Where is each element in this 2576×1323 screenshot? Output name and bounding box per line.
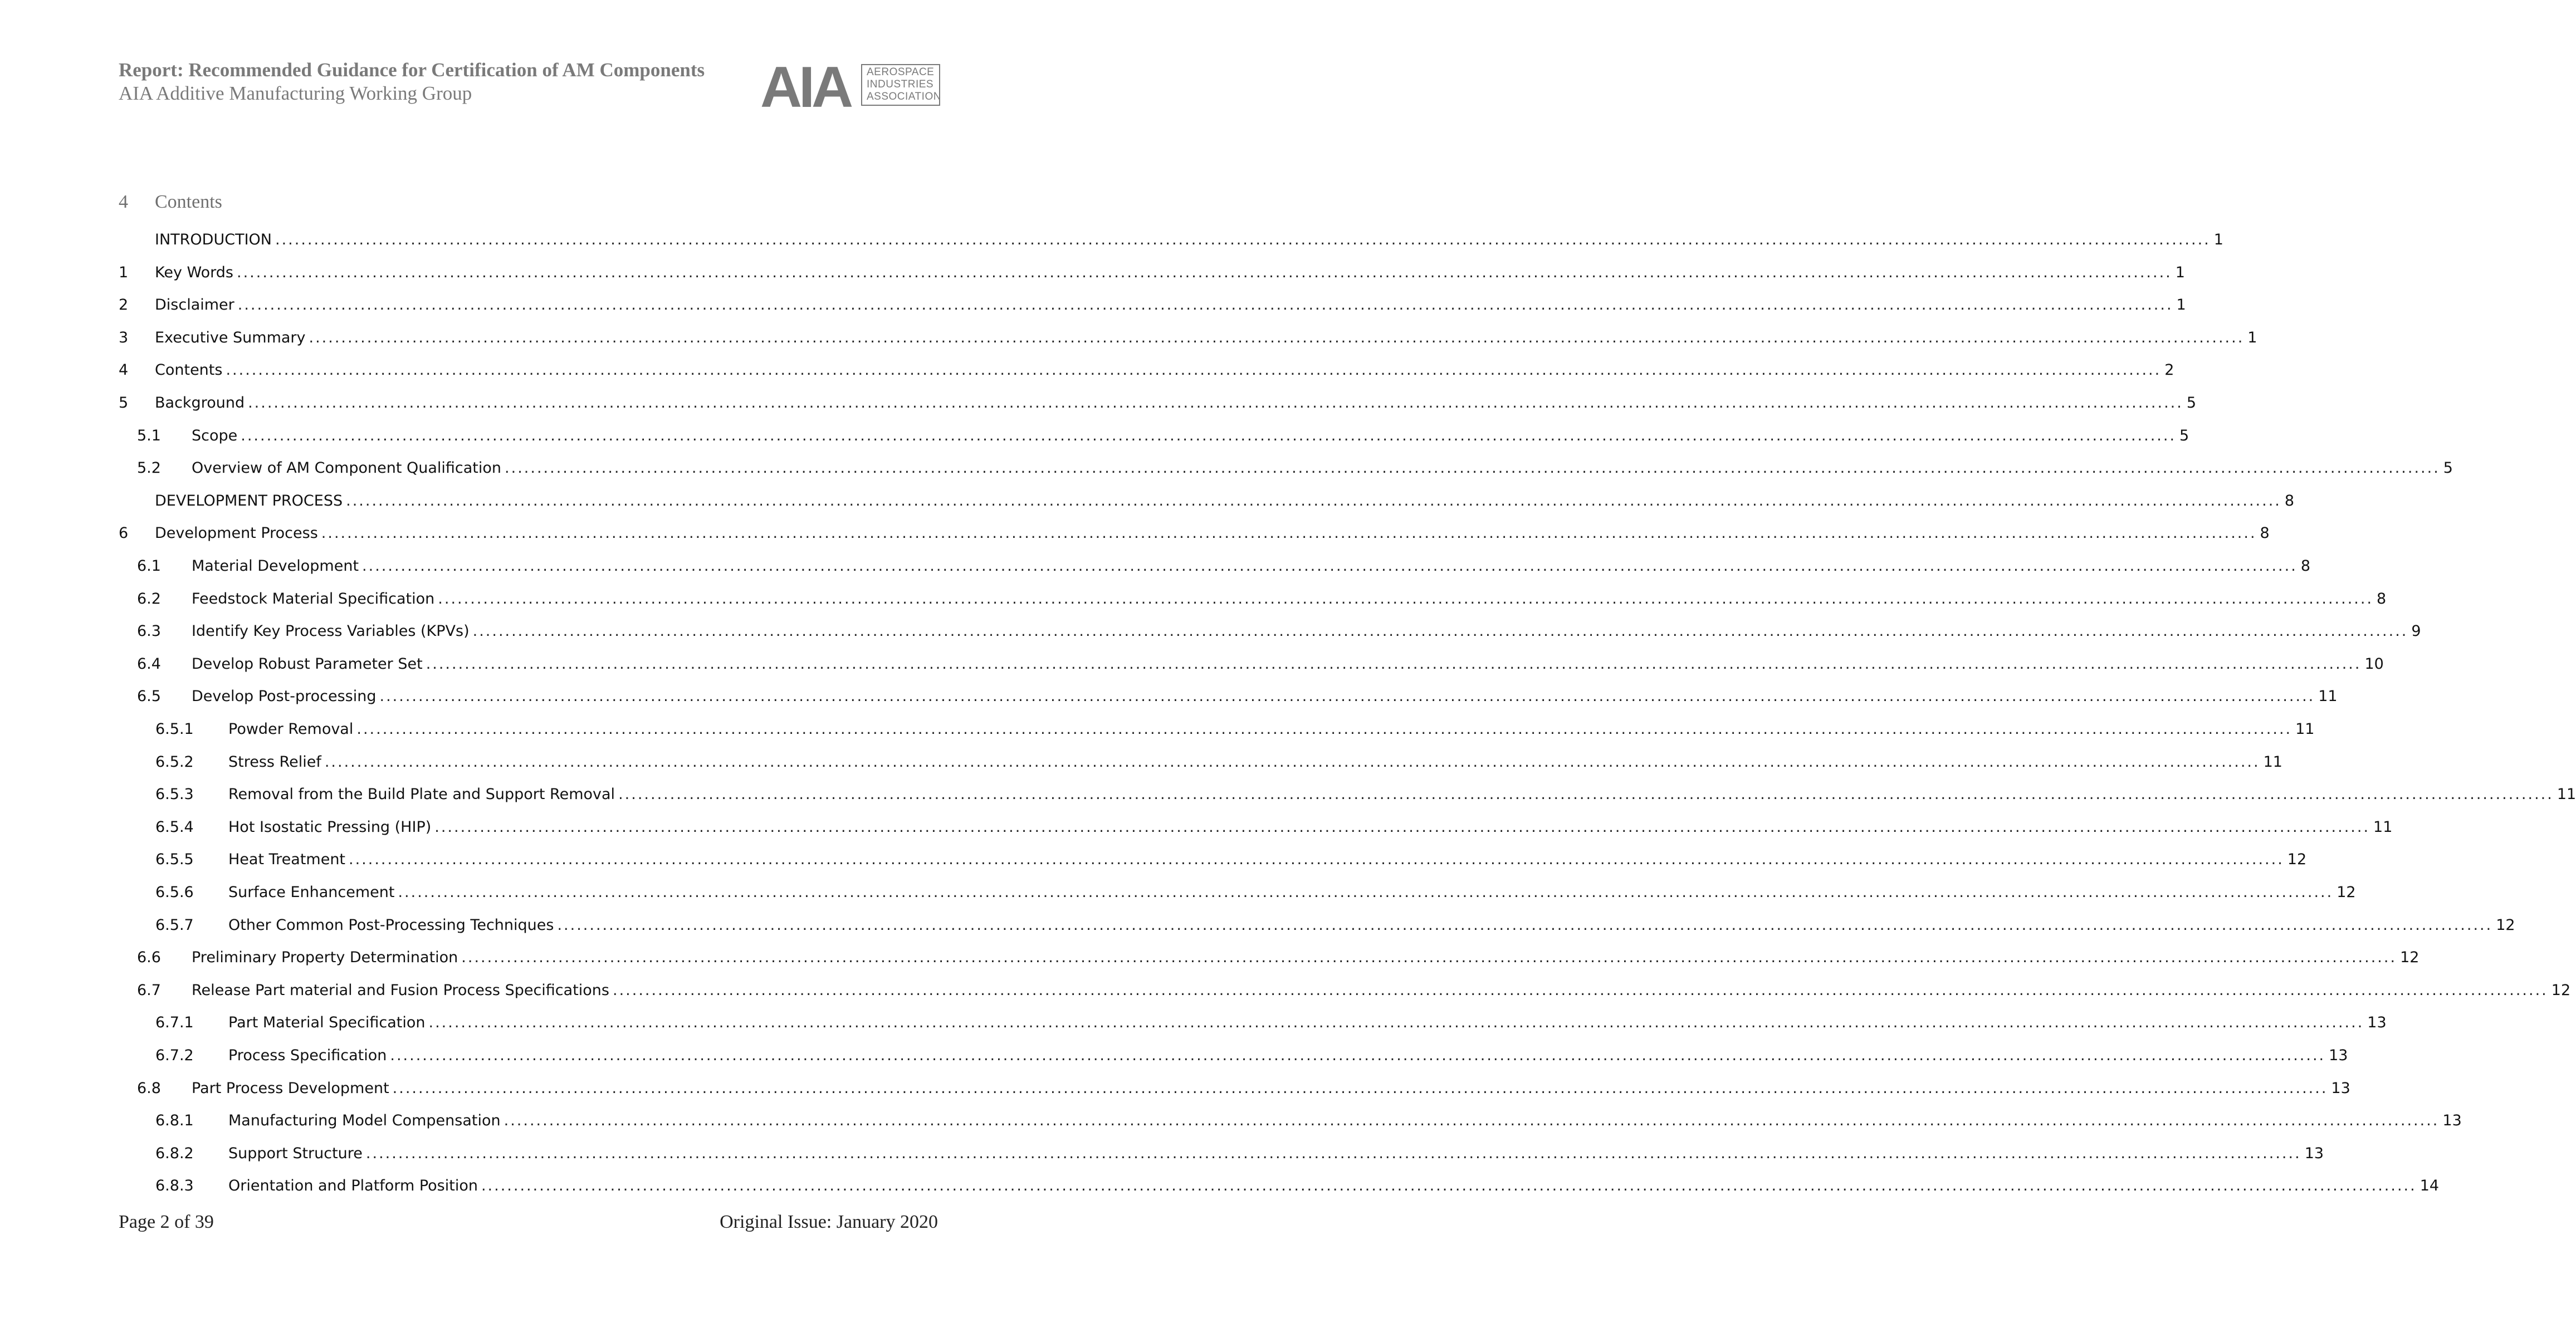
logo-wordmark-box [861, 64, 940, 106]
toc-entry[interactable] [155, 746, 2282, 778]
toc-dot-leader: ............................................................................................................................................................................................................................................................................................................ [426, 655, 2362, 673]
toc-entry-number: 6.5.7 [155, 916, 194, 934]
toc-entry-title: Heat Treatment [228, 851, 346, 869]
toc-entry-number: 6.7.1 [155, 1014, 194, 1032]
toc-entry-number: 6.5 [137, 688, 161, 705]
toc-entry-number: 1 [119, 263, 129, 281]
report-subtitle: AIA Additive Manufacturing Working Group [119, 82, 472, 104]
aia-logo [760, 55, 944, 120]
toc-dot-leader: ............................................................................................................................................................................................................................................................................................................ [237, 263, 2172, 281]
toc-entry-number: 6.5.5 [155, 851, 194, 869]
toc-entry-title: Background [155, 394, 245, 411]
toc-entry-page: 8 [2260, 525, 2270, 542]
toc-entry[interactable] [137, 583, 2387, 615]
toc-entry-title: Part Material Specification [228, 1014, 426, 1032]
toc-entry-page: 8 [2300, 557, 2310, 575]
toc-dot-leader: ............................................................................................................................................................................................................................................................................................................ [613, 981, 2548, 999]
toc-entry-page: 13 [2304, 1144, 2324, 1162]
toc-entry-number: 6.1 [137, 557, 161, 575]
toc-entry-number: 5 [119, 394, 129, 411]
toc-entry-title: Disclaimer [155, 296, 234, 314]
toc-entry[interactable] [119, 354, 2174, 386]
toc-entry[interactable] [155, 1170, 2440, 1202]
toc-entry-page: 11 [2557, 786, 2576, 803]
toc-dot-leader: ............................................................................................................................................................................................................................................................................................................ [346, 492, 2281, 509]
toc-entry-page: 12 [2337, 884, 2356, 901]
toc-entry-number: 6.4 [137, 655, 161, 673]
toc-dot-leader: ............................................................................................................................................................................................................................................................................................................ [390, 1047, 2326, 1064]
toc-entry-page: 1 [2175, 263, 2185, 281]
toc-dot-leader: ............................................................................................................................................................................................................................................................................................................ [557, 916, 2493, 934]
toc-dot-leader: ............................................................................................................................................................................................................................................................................................................ [349, 851, 2284, 869]
toc-entry-title: Orientation and Platform Position [228, 1177, 478, 1195]
toc-entry-page: 12 [2287, 851, 2307, 869]
toc-dot-leader: ............................................................................................................................................................................................................................................................................................................ [365, 1144, 2301, 1162]
toc-entry-title: Key Words [155, 263, 233, 281]
toc-dot-leader: ............................................................................................................................................................................................................................................................................................................ [438, 590, 2374, 607]
toc-entry-title: Scope [192, 427, 238, 444]
toc-entry[interactable] [137, 1072, 2350, 1105]
toc-entry-title: Powder Removal [228, 721, 354, 738]
toc-entry[interactable] [137, 615, 2421, 648]
toc-entry[interactable] [119, 289, 2186, 321]
toc-dot-leader: ............................................................................................................................................................................................................................................................................................................ [309, 329, 2245, 346]
toc-dot-leader: ............................................................................................................................................................................................................................................................................................................ [505, 459, 2440, 477]
toc-entry[interactable] [137, 974, 2571, 1007]
toc-entry[interactable] [137, 942, 2419, 974]
toc-entry-page: 5 [2186, 394, 2197, 411]
toc-entry-page: 11 [2295, 721, 2315, 738]
toc-dot-leader: ............................................................................................................................................................................................................................................................................................................ [504, 1112, 2440, 1130]
toc-entry-title: Support Structure [228, 1144, 363, 1162]
toc-dot-leader: ............................................................................................................................................................................................................................................................................................................ [275, 231, 2211, 248]
toc-dot-leader: ............................................................................................................................................................................................................................................................................................................ [226, 361, 2162, 379]
toc-entry-page: 11 [2263, 753, 2282, 771]
toc-entry[interactable] [155, 876, 2356, 909]
toc-entry-number: 3 [119, 329, 129, 346]
toc-entry-page: 12 [2400, 949, 2419, 967]
toc-entry[interactable] [119, 517, 2270, 550]
toc-dot-leader: ............................................................................................................................................................................................................................................................................................................ [461, 949, 2397, 967]
toc-entry[interactable] [137, 550, 2310, 582]
toc-entry-number: 2 [119, 296, 129, 314]
toc-entry[interactable] [155, 713, 2315, 746]
toc-entry-number: 6.8.1 [155, 1112, 194, 1130]
toc-dot-leader: ............................................................................................................................................................................................................................................................................................................ [237, 296, 2173, 314]
toc-entry[interactable] [155, 811, 2393, 844]
toc-entry[interactable] [119, 322, 2257, 354]
toc-entry-title: Process Specification [228, 1047, 387, 1064]
toc-entry-page: 13 [2442, 1112, 2462, 1130]
toc-entry-title: Surface Enhancement [228, 884, 395, 901]
toc-dot-leader: ............................................................................................................................................................................................................................................................................................................ [356, 721, 2293, 738]
toc-entry-title: INTRODUCTION [155, 231, 272, 248]
toc-entry-title: Release Part material and Fusion Process Specifications [192, 981, 609, 999]
toc-entry[interactable] [119, 224, 2223, 256]
toc-dot-leader: ............................................................................................................................................................................................................................................................................................................ [324, 753, 2260, 771]
toc-entry-page: 5 [2179, 427, 2189, 444]
logo-line: AEROSPACE [867, 66, 935, 78]
toc-entry-title: Overview of AM Component Qualification [192, 459, 502, 477]
toc-entry-number: 6.5.2 [155, 753, 194, 771]
toc-entry-number: 5.2 [137, 459, 161, 477]
toc-entry-title: Executive Summary [155, 329, 306, 346]
logo-line: ASSOCIATION [867, 91, 941, 102]
toc-entry-number: 6.8 [137, 1079, 161, 1097]
section-heading [119, 192, 222, 213]
toc-entry-number: 6.8.2 [155, 1144, 194, 1162]
toc-entry[interactable] [155, 844, 2307, 876]
toc-entry[interactable] [155, 1105, 2462, 1137]
toc-entry-page: 2 [2164, 361, 2174, 379]
toc-entry-number: 6.5.1 [155, 721, 194, 738]
toc-entry-page: 5 [2443, 459, 2453, 477]
toc-entry-title: Develop Post-processing [192, 688, 377, 705]
toc-entry-title: Removal from the Build Plate and Support Removal [228, 786, 615, 803]
toc-entry-title: Material Development [192, 557, 359, 575]
page-number: Page 2 of 39 [119, 1212, 214, 1232]
toc-entry-number: 6.3 [137, 623, 161, 640]
toc-entry-number: 6.7 [137, 981, 161, 999]
toc-entry[interactable] [137, 420, 2189, 452]
issue-date: Original Issue: January 2020 [720, 1212, 938, 1232]
toc-entry-title: Stress Relief [228, 753, 321, 771]
toc-dot-leader: ............................................................................................................................................................................................................................................................................................................ [481, 1177, 2417, 1195]
toc-entry-number: 6.6 [137, 949, 161, 967]
toc-entry[interactable] [137, 452, 2453, 484]
toc-dot-leader: ............................................................................................................................................................................................................................................................................................................ [241, 427, 2177, 444]
toc-entry[interactable] [119, 485, 2295, 517]
toc-entry-page: 10 [2364, 655, 2384, 673]
toc-dot-leader: ............................................................................................................................................................................................................................................................................................................ [434, 818, 2370, 836]
toc-dot-leader: ............................................................................................................................................................................................................................................................................................................ [248, 394, 2183, 411]
toc-entry[interactable] [119, 257, 2185, 289]
toc-entry-number: 5.1 [137, 427, 161, 444]
toc-entry-title: Identify Key Process Variables (KPVs) [192, 623, 470, 640]
toc-entry-number: 6.5.3 [155, 786, 194, 803]
toc-entry-page: 11 [2318, 688, 2338, 705]
toc-dot-leader: ............................................................................................................................................................................................................................................................................................................ [321, 525, 2257, 542]
toc-entry-number: 4 [119, 361, 129, 379]
toc-entry-title: Develop Robust Parameter Set [192, 655, 423, 673]
toc-entry-title: Feedstock Material Specification [192, 590, 435, 607]
toc-entry-number: 6.7.2 [155, 1047, 194, 1064]
toc-dot-leader: ............................................................................................................................................................................................................................................................................................................ [362, 557, 2298, 575]
toc-entry-title: Other Common Post-Processing Techniques [228, 916, 554, 934]
toc-entry-page: 12 [2551, 981, 2571, 999]
report-title: Report: Recommended Guidance for Certification of AM Components [119, 59, 705, 81]
toc-entry-page: 12 [2496, 916, 2515, 934]
toc-entry-title: Part Process Development [192, 1079, 389, 1097]
toc-entry[interactable] [155, 909, 2515, 942]
toc-entry-number: 6 [119, 525, 129, 542]
toc-entry-page: 8 [2377, 590, 2387, 607]
toc-dot-leader: ............................................................................................................................................................................................................................................................................................................ [428, 1014, 2364, 1032]
toc-entry[interactable] [155, 778, 2576, 811]
toc-entry-number: 6.2 [137, 590, 161, 607]
toc-entry[interactable] [137, 680, 2338, 713]
toc-dot-leader: ............................................................................................................................................................................................................................................................................................................ [618, 786, 2554, 803]
logo-mark: AIA [760, 55, 850, 120]
toc-entry[interactable] [137, 648, 2384, 680]
toc-entry-number: 6.8.3 [155, 1177, 194, 1195]
toc-entry-page: 8 [2284, 492, 2295, 509]
section-title: Contents [155, 192, 222, 212]
toc-entry-page: 1 [2176, 296, 2186, 314]
toc-dot-leader: ............................................................................................................................................................................................................................................................................................................ [379, 688, 2315, 705]
toc-entry-page: 1 [2247, 329, 2257, 346]
logo-line: INDUSTRIES [867, 79, 934, 90]
toc-dot-leader: ............................................................................................................................................................................................................................................................................................................ [472, 623, 2408, 640]
toc-entry-page: 13 [2367, 1014, 2387, 1032]
toc-entry[interactable] [119, 387, 2197, 419]
toc-entry-page: 14 [2419, 1177, 2440, 1195]
toc-entry-title: Development Process [155, 525, 318, 542]
toc-entry-title: Hot Isostatic Pressing (HIP) [228, 818, 432, 836]
toc-entry-page: 13 [2331, 1079, 2350, 1097]
toc-entry[interactable] [155, 1007, 2387, 1039]
toc-entry-page: 13 [2329, 1047, 2348, 1064]
section-number: 4 [119, 192, 128, 212]
toc-dot-leader: ............................................................................................................................................................................................................................................................................................................ [392, 1079, 2328, 1097]
toc-entry-title: Preliminary Property Determination [192, 949, 458, 967]
toc-dot-leader: ............................................................................................................................................................................................................................................................................................................ [398, 884, 2334, 901]
toc-entry-title: Contents [155, 361, 223, 379]
toc-entry-number: 6.5.6 [155, 884, 194, 901]
toc-entry-page: 1 [2213, 231, 2223, 248]
toc-entry-page: 9 [2411, 623, 2421, 640]
toc-entry-number: 6.5.4 [155, 818, 194, 836]
toc-entry-page: 11 [2373, 818, 2393, 836]
toc-entry[interactable] [155, 1040, 2348, 1072]
toc-entry-title: Manufacturing Model Compensation [228, 1112, 501, 1130]
toc-entry-title: DEVELOPMENT PROCESS [155, 492, 343, 509]
toc-entry[interactable] [155, 1138, 2324, 1170]
